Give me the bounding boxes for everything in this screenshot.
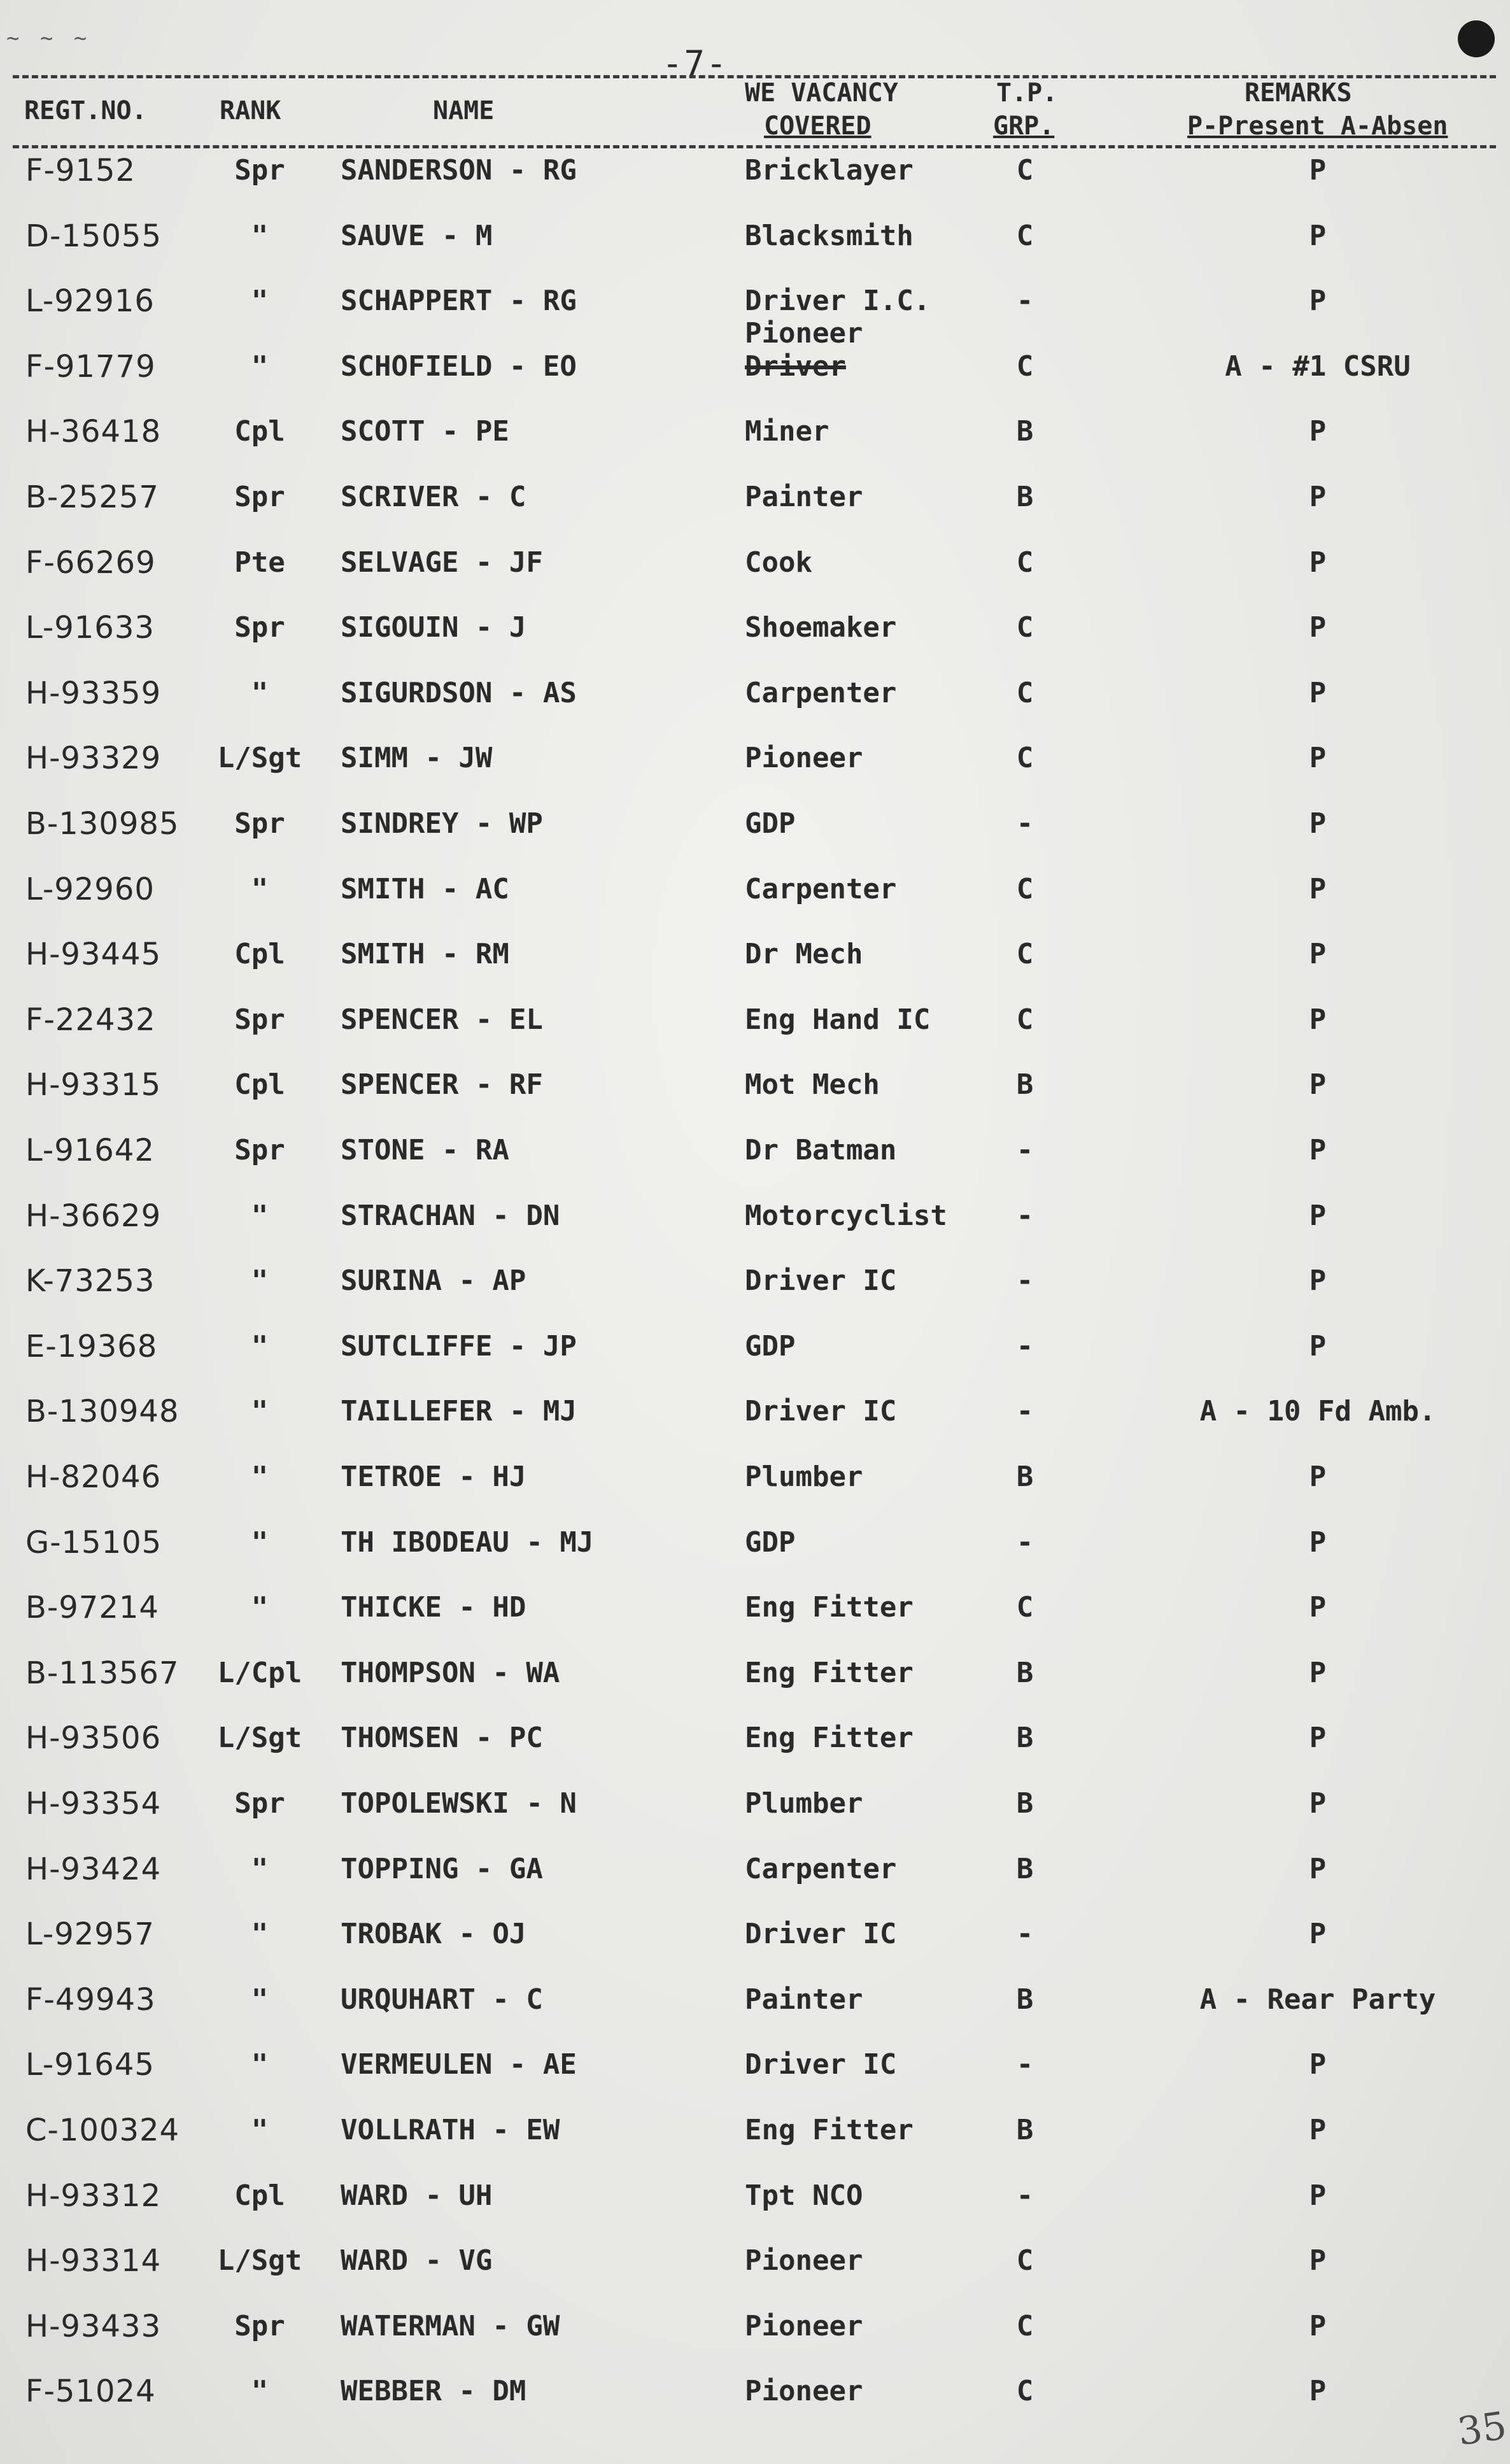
remarks-cell: P	[1309, 1264, 1327, 1297]
regt-no-cell: F-51024	[25, 2374, 156, 2409]
remarks-cell: P	[1309, 1068, 1327, 1101]
remarks-cell: P	[1309, 154, 1327, 187]
remarks-cell: P	[1309, 1787, 1327, 1820]
rank-cell: "	[251, 220, 269, 252]
table-row	[0, 2372, 1510, 2436]
header-vacancy-underlined: COVERED	[764, 111, 871, 141]
vacancy-cell: Carpenter	[745, 873, 897, 905]
vacancy-cell: Plumber	[745, 1787, 863, 1820]
rank-cell: "	[251, 1330, 269, 1363]
vacancy-cell: Driver	[745, 350, 846, 383]
rank-cell: Spr	[234, 611, 285, 644]
name-cell: SINDREY - WP	[341, 807, 543, 840]
regt-no-cell: H-93445	[25, 937, 162, 972]
remarks-cell: P	[1309, 873, 1327, 905]
name-cell: SANDERSON - RG	[341, 154, 577, 187]
table-row	[0, 544, 1510, 607]
name-cell: SPENCER - RF	[341, 1068, 543, 1101]
vacancy-cell: GDP	[745, 1330, 796, 1363]
regt-no-cell: H-93354	[25, 1786, 162, 1822]
rank-cell: L/Cpl	[217, 1657, 302, 1689]
remarks-cell: P	[1309, 1461, 1327, 1493]
vacancy-cell: Painter	[745, 481, 863, 513]
name-cell: WATERMAN - GW	[341, 2310, 560, 2342]
regt-no-cell: H-36418	[25, 414, 162, 450]
header-regt-no: REGT.NO.	[24, 96, 147, 125]
name-cell: STRACHAN - DN	[341, 1200, 560, 1232]
regt-no-cell: G-15105	[25, 1525, 162, 1561]
rank-cell: Spr	[234, 481, 285, 513]
vacancy-cell: Eng Fitter	[745, 1722, 914, 1754]
remarks-cell: P	[1309, 285, 1327, 317]
table-row	[0, 609, 1510, 672]
rank-cell: Spr	[234, 1003, 285, 1036]
name-cell: THOMPSON - WA	[341, 1657, 560, 1689]
tp-grp-cell: B	[1016, 1657, 1034, 1689]
name-cell: SAUVE - M	[341, 220, 493, 252]
table-row	[0, 2177, 1510, 2241]
regt-no-cell: H-93506	[25, 1720, 162, 1756]
table-row	[0, 1458, 1510, 1522]
vacancy-cell: Cook	[745, 546, 812, 579]
table-row	[0, 2111, 1510, 2175]
vacancy-cell: Blacksmith	[745, 220, 914, 252]
name-cell: SUTCLIFFE - JP	[341, 1330, 577, 1363]
tp-grp-cell: -	[1016, 2179, 1034, 2212]
tp-grp-cell: C	[1016, 220, 1034, 252]
rank-cell: "	[251, 285, 269, 317]
rank-cell: Cpl	[234, 938, 285, 970]
vacancy-cell: Eng Fitter	[745, 1591, 914, 1624]
remarks-cell: P	[1309, 481, 1327, 513]
regt-no-cell: L-91633	[25, 610, 155, 646]
name-cell: TH IBODEAU - MJ	[341, 1526, 594, 1559]
rank-cell: "	[251, 1200, 269, 1232]
rank-cell: "	[251, 2114, 269, 2146]
tp-grp-cell: C	[1016, 350, 1034, 383]
vacancy-cell: Plumber	[745, 1461, 863, 1493]
remarks-cell: P	[1309, 220, 1327, 252]
vacancy-cell: Pioneer	[745, 2244, 863, 2277]
remarks-cell: P	[1309, 1003, 1327, 1036]
rank-cell: "	[251, 2048, 269, 2081]
table-row	[0, 1328, 1510, 1391]
rank-cell: "	[251, 1853, 269, 1885]
name-cell: WARD - UH	[341, 2179, 493, 2212]
name-cell: SPENCER - EL	[341, 1003, 543, 1036]
remarks-cell: P	[1309, 611, 1327, 644]
vacancy-cell: Dr Mech	[745, 938, 863, 970]
name-cell: SCHOFIELD - EO	[341, 350, 577, 383]
header-remarks-underlined: P-Present A-Absen	[1187, 111, 1448, 141]
vacancy-cell: Painter	[745, 1983, 863, 2016]
rank-cell: "	[251, 2375, 269, 2407]
table-row	[0, 739, 1510, 803]
header-name: NAME	[433, 96, 495, 125]
table-row	[0, 1589, 1510, 1652]
header-bottom-rule	[13, 145, 1496, 148]
regt-no-cell: H-93314	[25, 2243, 162, 2279]
tp-grp-cell: -	[1016, 285, 1034, 317]
name-cell: SMITH - RM	[341, 938, 509, 970]
regt-no-cell: H-93315	[25, 1067, 162, 1103]
name-cell: WARD - VG	[341, 2244, 493, 2277]
regt-no-cell: L-91642	[25, 1133, 155, 1168]
tp-grp-cell: C	[1016, 938, 1034, 970]
regt-no-cell: B-25257	[25, 479, 159, 515]
table-row	[0, 1524, 1510, 1587]
regt-no-cell: B-130948	[25, 1394, 180, 1429]
rank-cell: "	[251, 873, 269, 905]
pencil-annotation: 35	[1455, 2404, 1509, 2454]
rank-cell: L/Sgt	[217, 2244, 302, 2277]
name-cell: SCRIVER - C	[341, 481, 526, 513]
tp-grp-cell: B	[1016, 1722, 1034, 1754]
name-cell: URQUHART - C	[341, 1983, 543, 2016]
tp-grp-cell: C	[1016, 677, 1034, 709]
header-grp-underlined: GRP.	[993, 111, 1055, 141]
vacancy-cell: Driver I.C.	[745, 285, 931, 317]
table-row	[0, 217, 1510, 281]
name-cell: SCHAPPERT - RG	[341, 285, 577, 317]
table-row	[0, 1066, 1510, 1129]
table-row	[0, 1131, 1510, 1195]
regt-no-cell: L-91645	[25, 2047, 155, 2083]
tp-grp-cell: -	[1016, 2048, 1034, 2081]
tp-grp-cell: B	[1016, 1787, 1034, 1820]
tp-grp-cell: C	[1016, 2310, 1034, 2342]
regt-no-cell: B-97214	[25, 1590, 159, 1625]
name-cell: WEBBER - DM	[341, 2375, 526, 2407]
regt-no-cell: F-49943	[25, 1982, 156, 2018]
name-cell: SIMM - JW	[341, 742, 493, 774]
tp-grp-cell: B	[1016, 1853, 1034, 1885]
remarks-cell: P	[1309, 1722, 1327, 1754]
remarks-cell: P	[1309, 2310, 1327, 2342]
name-cell: SIGURDSON - AS	[341, 677, 577, 709]
tp-grp-cell: C	[1016, 2375, 1034, 2407]
rank-cell: Cpl	[234, 1068, 285, 1101]
vacancy-cell: Bricklayer	[745, 154, 914, 187]
remarks-cell: P	[1309, 938, 1327, 970]
regt-no-cell: F-66269	[25, 545, 156, 581]
rank-cell: Spr	[234, 2310, 285, 2342]
rank-cell: "	[251, 1983, 269, 2016]
table-row	[0, 1197, 1510, 1261]
remarks-cell: P	[1309, 1591, 1327, 1624]
regt-no-cell: H-93329	[25, 740, 162, 776]
rank-cell: Spr	[234, 1787, 285, 1820]
vacancy-cell: Eng Fitter	[745, 1657, 914, 1689]
vacancy-cell: Driver IC	[745, 2048, 897, 2081]
header-rank: RANK	[220, 96, 281, 125]
remarks-cell: P	[1309, 2179, 1327, 2212]
remarks-cell: P	[1309, 546, 1327, 579]
rank-cell: L/Sgt	[217, 1722, 302, 1754]
name-cell: TAILLEFER - MJ	[341, 1395, 577, 1427]
table-row	[0, 317, 1510, 411]
vacancy-cell: Tpt NCO	[745, 2179, 863, 2212]
table-row	[0, 2046, 1510, 2109]
tp-grp-cell: B	[1016, 2114, 1034, 2146]
vacancy-cell: Pioneer	[745, 2310, 863, 2342]
name-cell: SELVAGE - JF	[341, 546, 543, 579]
regt-no-cell: H-93312	[25, 2178, 162, 2214]
remarks-cell: P	[1309, 1526, 1327, 1559]
table-row	[0, 1262, 1510, 1326]
remarks-cell: P	[1309, 2244, 1327, 2277]
tp-grp-cell: B	[1016, 1983, 1034, 2016]
name-cell: VOLLRATH - EW	[341, 2114, 560, 2146]
punch-hole	[1458, 20, 1495, 57]
name-cell: THICKE - HD	[341, 1591, 526, 1624]
regt-no-cell: L-92960	[25, 872, 155, 907]
tp-grp-cell: -	[1016, 1330, 1034, 1363]
vacancy-cell: Motorcyclist	[745, 1200, 947, 1232]
tp-grp-cell: B	[1016, 415, 1034, 448]
name-cell: TOPPING - GA	[341, 1853, 543, 1885]
regt-no-cell: H-36629	[25, 1198, 162, 1234]
regt-no-cell: E-19368	[25, 1329, 158, 1364]
regt-no-cell: B-113567	[25, 1655, 180, 1691]
tp-grp-cell: -	[1016, 1200, 1034, 1232]
table-row	[0, 413, 1510, 476]
name-cell: STONE - RA	[341, 1134, 509, 1166]
regt-no-cell: H-82046	[25, 1459, 162, 1495]
rank-cell: "	[251, 1264, 269, 1297]
vacancy-cell: Shoemaker	[745, 611, 897, 644]
name-cell: SCOTT - PE	[341, 415, 509, 448]
vacancy-cell: GDP	[745, 807, 796, 840]
page-number: -7-	[662, 43, 728, 83]
name-cell: TETROE - HJ	[341, 1461, 526, 1493]
remarks-cell: P	[1309, 677, 1327, 709]
tp-grp-cell: -	[1016, 1526, 1034, 1559]
table-row	[0, 152, 1510, 215]
rank-cell: "	[251, 1395, 269, 1427]
vacancy-cell: Dr Batman	[745, 1134, 897, 1166]
table-row	[0, 870, 1510, 934]
table-row	[0, 478, 1510, 542]
table-row	[0, 1915, 1510, 1979]
vacancy-cell: Mot Mech	[745, 1068, 880, 1101]
regt-no-cell: B-130985	[25, 806, 180, 842]
regt-no-cell: D-15055	[25, 218, 162, 254]
remarks-cell: P	[1309, 1918, 1327, 1950]
regt-no-cell: H-93433	[25, 2309, 162, 2344]
vacancy-correction: Pioneer	[745, 317, 863, 350]
table-row	[0, 1392, 1510, 1456]
rank-cell: Pte	[234, 546, 285, 579]
table-row	[0, 674, 1510, 738]
remarks-cell: P	[1309, 2114, 1327, 2146]
tp-grp-cell: -	[1016, 807, 1034, 840]
remarks-cell: P	[1309, 807, 1327, 840]
table-row	[0, 1001, 1510, 1065]
header-vacancy-line2	[764, 111, 871, 141]
name-cell: SMITH - AC	[341, 873, 509, 905]
regt-no-cell: K-73253	[25, 1263, 155, 1299]
regt-no-cell: H-93424	[25, 1852, 162, 1887]
name-cell: TROBAK - OJ	[341, 1918, 526, 1950]
regt-no-cell: L-92957	[25, 1916, 155, 1952]
tp-grp-cell: -	[1016, 1264, 1034, 1297]
tp-grp-cell: B	[1016, 1068, 1034, 1101]
tp-grp-cell: C	[1016, 2244, 1034, 2277]
vacancy-cell: Pioneer	[745, 2375, 863, 2407]
rank-cell: "	[251, 1526, 269, 1559]
tp-grp-cell: B	[1016, 1461, 1034, 1493]
rank-cell: Cpl	[234, 2179, 285, 2212]
name-cell: SIGOUIN - J	[341, 611, 526, 644]
vacancy-cell: GDP	[745, 1526, 796, 1559]
header-vacancy-line1: WE VACANCY	[745, 78, 898, 108]
table-row	[0, 1654, 1510, 1718]
header-remarks-line1: REMARKS	[1245, 78, 1352, 108]
table-row	[0, 935, 1510, 999]
tp-grp-cell: C	[1016, 742, 1034, 774]
regt-no-cell: F-22432	[25, 1002, 156, 1038]
name-cell: TOPOLEWSKI - N	[341, 1787, 577, 1820]
remarks-cell: P	[1309, 2048, 1327, 2081]
header-remarks-line2	[1187, 111, 1448, 141]
vacancy-cell: Driver IC	[745, 1918, 897, 1950]
rank-cell: "	[251, 677, 269, 709]
vacancy-cell: Miner	[745, 415, 829, 448]
rank-cell: Spr	[234, 154, 285, 187]
tp-grp-cell: -	[1016, 1134, 1034, 1166]
name-cell: SURINA - AP	[341, 1264, 526, 1297]
tp-grp-cell: C	[1016, 873, 1034, 905]
rank-cell: "	[251, 1591, 269, 1624]
vacancy-cell: Carpenter	[745, 677, 897, 709]
remarks-cell: P	[1309, 1200, 1327, 1232]
tp-grp-cell: C	[1016, 1003, 1034, 1036]
vacancy-cell: Carpenter	[745, 1853, 897, 1885]
header-grp-line1: T.P.	[996, 78, 1058, 108]
regt-no-cell: F-9152	[25, 153, 136, 188]
remarks-cell: P	[1309, 415, 1327, 448]
vacancy-cell: Driver IC	[745, 1264, 897, 1297]
remarks-cell: A - Rear Party	[1199, 1983, 1436, 2016]
table-row	[0, 2307, 1510, 2371]
remarks-cell: P	[1309, 1657, 1327, 1689]
corner-scribble: ~ ~ ~	[6, 25, 91, 51]
table-row	[0, 1719, 1510, 1783]
rank-cell: "	[251, 1918, 269, 1950]
header-grp-line2	[993, 111, 1054, 141]
remarks-cell: A - #1 CSRU	[1225, 350, 1411, 383]
name-cell: VERMEULEN - AE	[341, 2048, 577, 2081]
regt-no-cell: F-91779	[25, 349, 156, 385]
rank-cell: "	[251, 350, 269, 383]
vacancy-cell: Eng Hand IC	[745, 1003, 931, 1036]
remarks-cell: P	[1309, 1134, 1327, 1166]
regt-no-cell: H-93359	[25, 676, 162, 711]
name-cell: THOMSEN - PC	[341, 1722, 543, 1754]
tp-grp-cell: B	[1016, 481, 1034, 513]
remarks-cell: P	[1309, 1853, 1327, 1885]
remarks-cell: P	[1309, 742, 1327, 774]
tp-grp-cell: C	[1016, 154, 1034, 187]
remarks-cell: P	[1309, 1330, 1327, 1363]
remarks-cell: P	[1309, 2375, 1327, 2407]
rank-cell: Cpl	[234, 415, 285, 448]
rank-cell: L/Sgt	[217, 742, 302, 774]
rank-cell: "	[251, 1461, 269, 1493]
tp-grp-cell: C	[1016, 546, 1034, 579]
rank-cell: Spr	[234, 1134, 285, 1166]
tp-grp-cell: -	[1016, 1395, 1034, 1427]
vacancy-cell: Eng Fitter	[745, 2114, 914, 2146]
tp-grp-cell: C	[1016, 611, 1034, 644]
table-row	[0, 1850, 1510, 1914]
remarks-cell: A - 10 Fd Amb.	[1199, 1395, 1436, 1427]
regt-no-cell: C-100324	[25, 2113, 180, 2148]
tp-grp-cell: -	[1016, 1918, 1034, 1950]
table-row	[0, 1785, 1510, 1848]
table-row	[0, 2242, 1510, 2305]
tp-grp-cell: C	[1016, 1591, 1034, 1624]
vacancy-cell: Pioneer	[745, 742, 863, 774]
rank-cell: Spr	[234, 807, 285, 840]
table-row	[0, 805, 1510, 868]
table-row	[0, 1981, 1510, 2044]
regt-no-cell: L-92916	[25, 283, 155, 319]
vacancy-cell: Driver IC	[745, 1395, 897, 1427]
